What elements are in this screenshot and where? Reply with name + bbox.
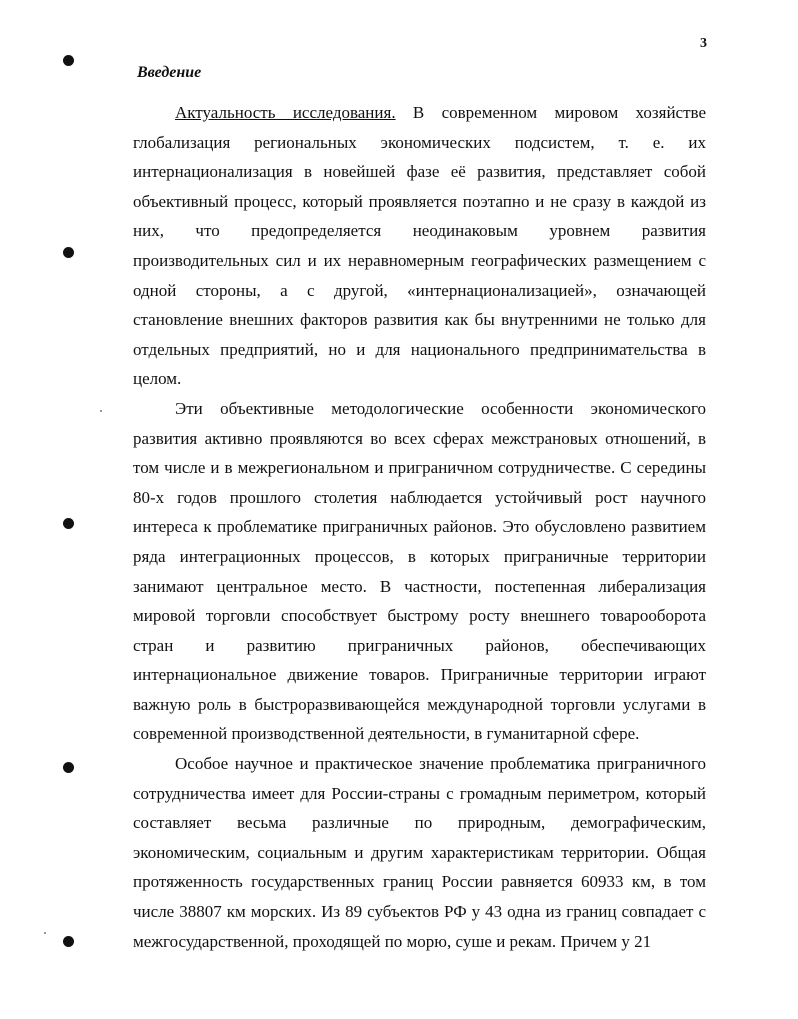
paragraph-text: В современном мировом хозяйстве глобализация региональных экономических подсистем, т. е. их интернационализация в новейшей фазе её развития, представляет собой объективный процесс, который проявляется поэтапно и не сразу в каждой из них, что предопределяется неодинаковым уровнем развития производительных сил и их неравномерным географических размещением с одной стороны, а с другой, «интернационализацией», означающей становление внешних факторов развития как бы внутренними не только для отдельных предприятий, но и для национального предпринимательства в целом. xyxy=(133,103,706,389)
binder-hole xyxy=(63,55,74,66)
binder-hole xyxy=(63,936,74,947)
binder-hole xyxy=(63,247,74,258)
paragraph xyxy=(133,98,706,394)
paragraph-lead: Актуальность исследования. xyxy=(175,103,396,122)
section-heading: Введение xyxy=(137,64,202,81)
page-number: 3 xyxy=(700,36,707,51)
paragraph: Особое научное и практическое значение проблематика приграничного сотрудничества имеет для России-страны с громадным периметром, который составляет весьма различные по природным, демографическим, экономическим, социальным и другим характеристикам территории. Общая протяженность государственных границ России равняется 60933 км, в том числе 38807 км морских. Из 89 субъектов РФ у 43 одна из границ совпадает с межгосударственной, проходящей по морю, суше и рекам. Причем у 21 xyxy=(133,754,706,951)
scan-speck xyxy=(100,410,102,412)
binder-hole xyxy=(63,518,74,529)
binder-hole xyxy=(63,762,74,773)
paragraph: Эти объективные методологические особенности экономического развития активно проявляются во всех сферах межстрановых отношений, в том числе и в межрегиональном и приграничном сотрудничестве. С середины 80-х годов прошлого столетия наблюдается устойчивый рост научного интереса к проблематике приграничных районов. Это обусловлено развитием ряда интеграционных процессов, в которых приграничные территории занимают центральное место. В частности, постепенная либерализация мировой торговли способствует быстрому росту внешнего товарооборота стран и развитию приграничных районов, обеспечивающих интернациональное движение товаров. Приграничные территории играют важную роль в быстроразвивающейся международной торговли услугами в современной производственной деятельности, в гуманитарной сфере. xyxy=(133,398,706,744)
body-text xyxy=(133,98,706,956)
scan-speck xyxy=(44,932,46,934)
